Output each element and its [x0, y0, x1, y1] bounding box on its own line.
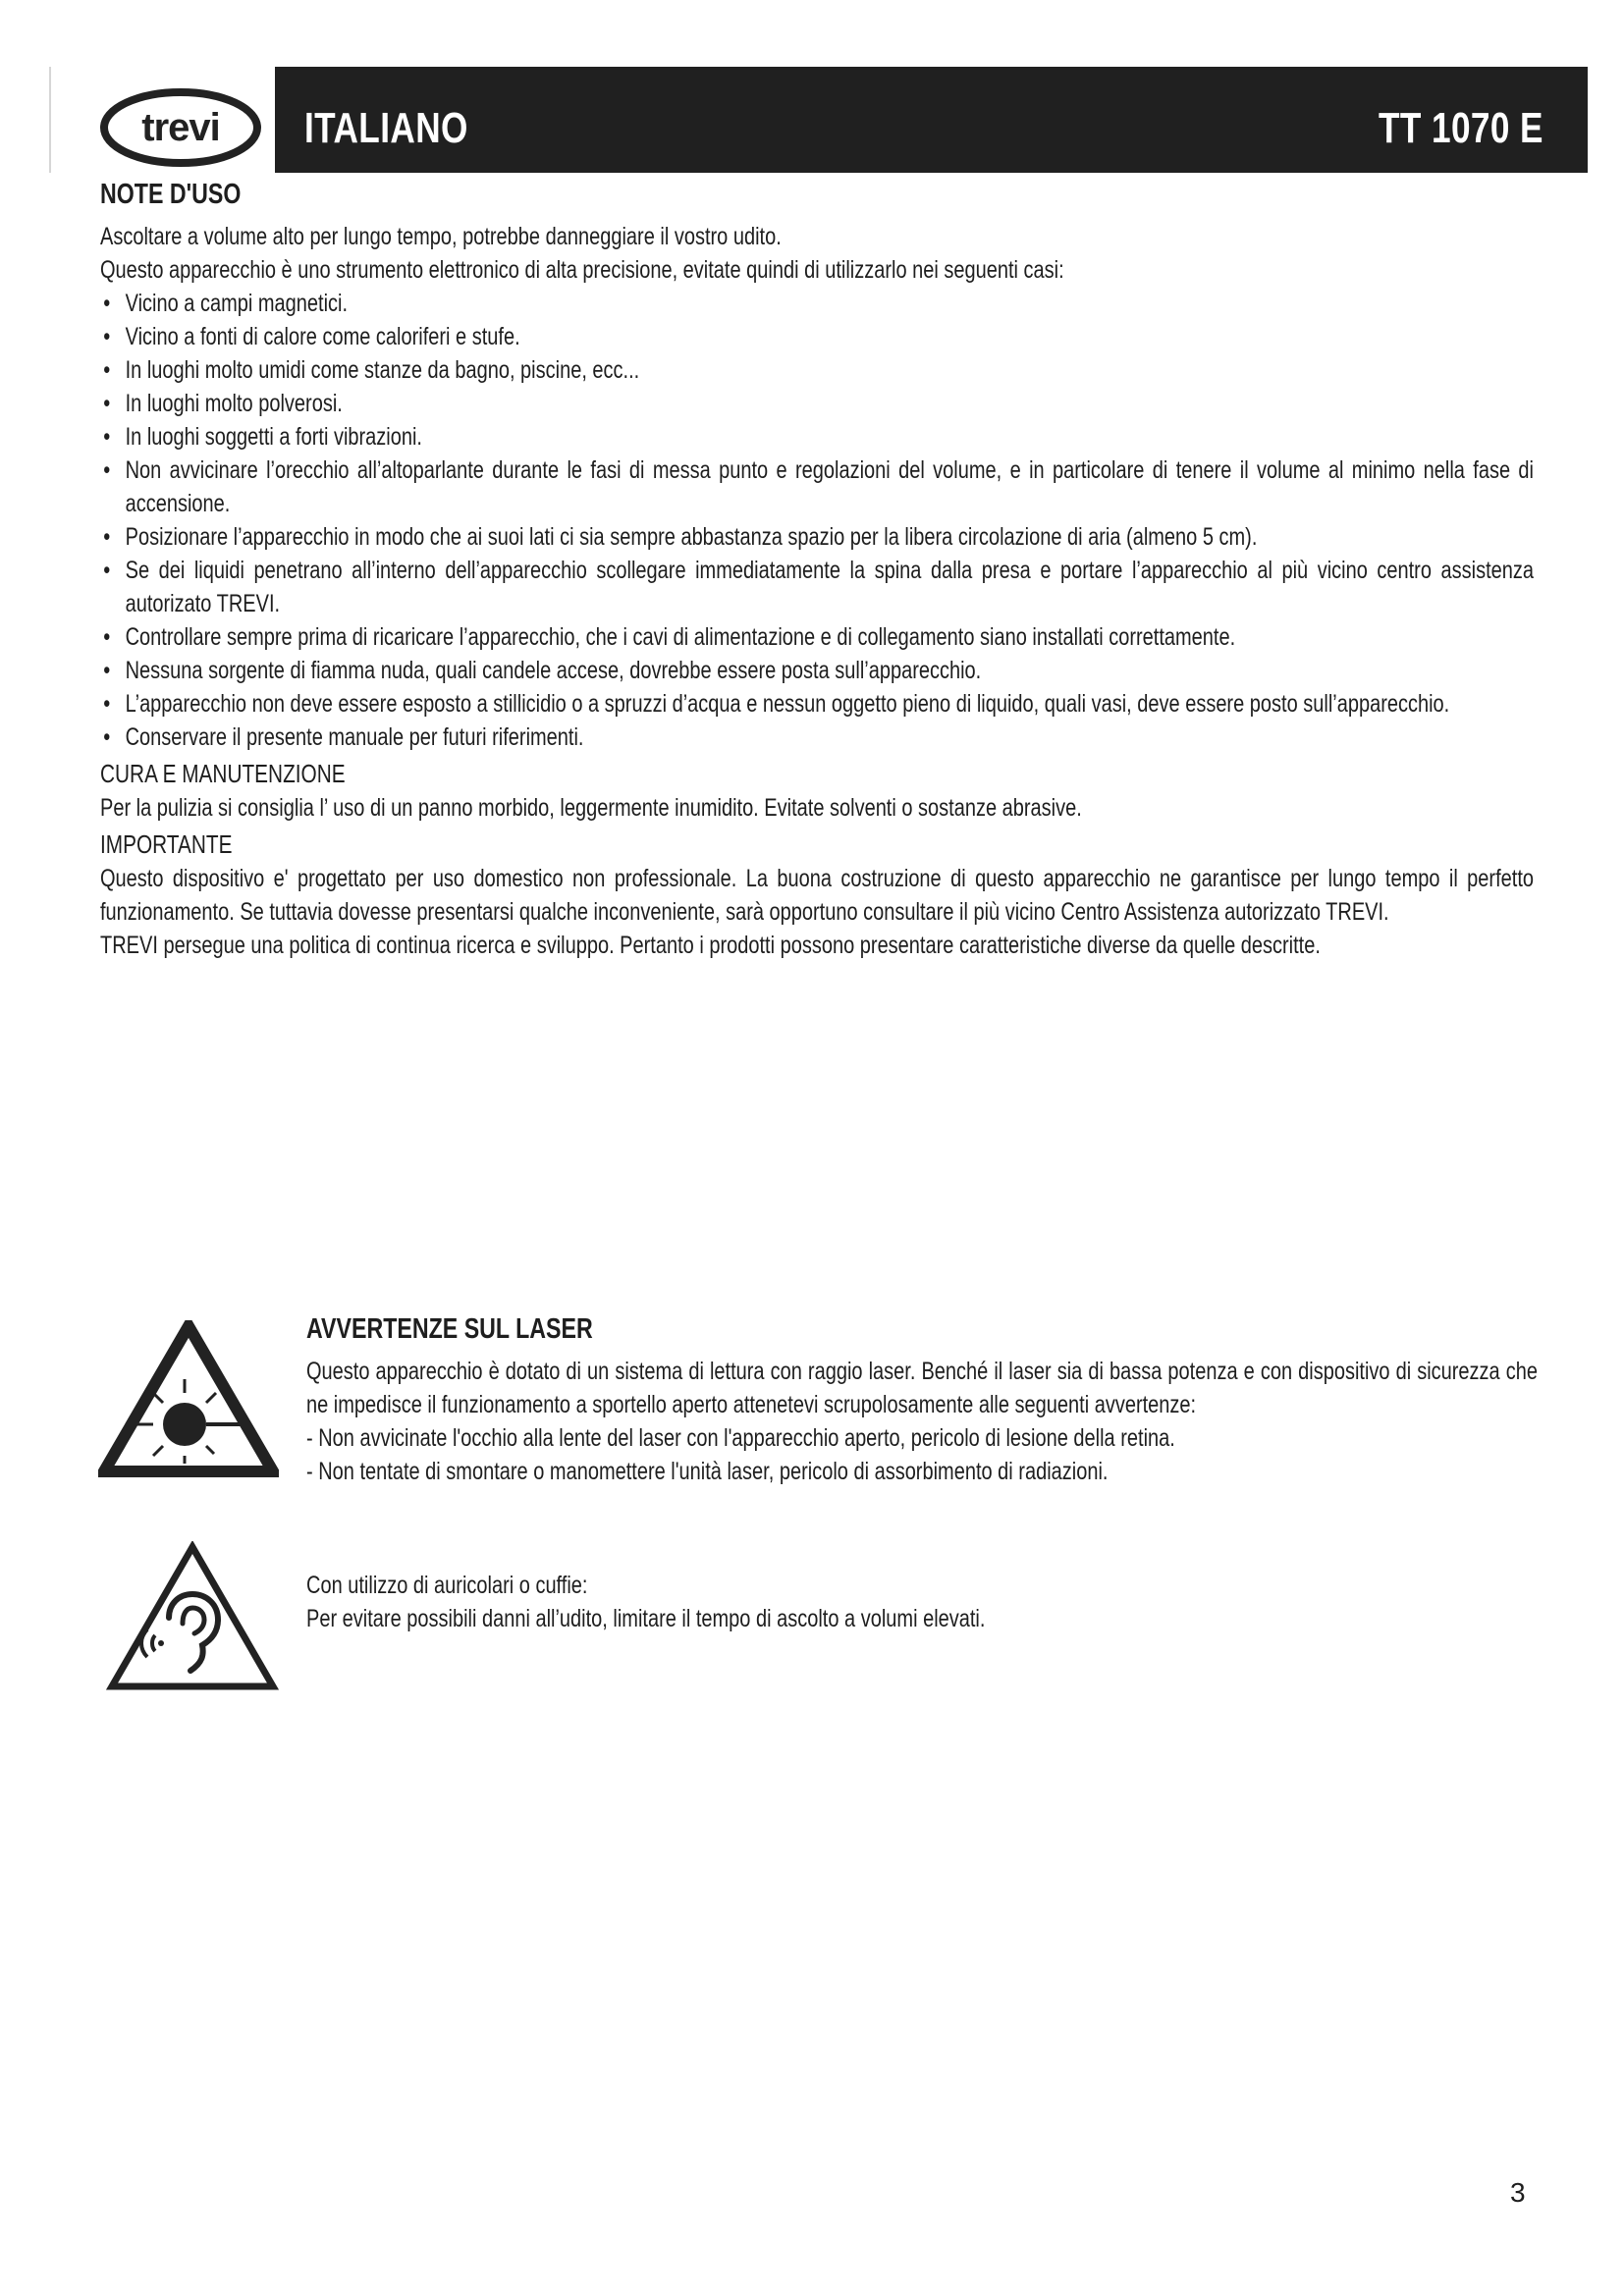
- cura-paragraph: Per la pulizia si consiglia l’ uso di un panno morbido, leggermente inumidito. Evitate solventi o sostanze abrasive.: [100, 794, 1082, 822]
- list-item: • Vicino a fonti di calore come caloriferi e stufe.: [100, 320, 1534, 353]
- header-language: ITALIANO: [304, 104, 468, 152]
- main-text-column: [100, 177, 1534, 962]
- list-item: • Non avvicinare l’orecchio all’altoparlante durante le fasi di messa punto e regolazioni del volume, e in particolare di tenere il volume al minimo nella fase di accensione.: [100, 454, 1534, 520]
- list-item: • Nessuna sorgente di fiamma nuda, quali candele accese, dovrebbe essere posta sull’apparecchio.: [100, 654, 1534, 687]
- list-item: • Controllare sempre prima di ricaricare l’apparecchio, che i cavi di alimentazione e di collegamento siano installati correttamente.: [100, 620, 1534, 654]
- section-title-cura: CURA E MANUTENZIONE: [100, 759, 346, 788]
- header-bar: [275, 67, 1588, 173]
- importante-paragraph-1: Questo dispositivo e' progettato per uso domestico non professionale. La buona costruzione di questo apparecchio ne garantisce per lungo tempo il perfetto funzionamento. Se tuttavia dovesse presentarsi qualche inconveniente, sarà opportuno consultare il più vicino Centro Assistenza autorizzato TREVI.: [100, 865, 1534, 926]
- page-edge-line: [49, 67, 51, 173]
- list-item: • Se dei liquidi penetrano all’interno dell’apparecchio scollegare immediatamente la spina dalla presa e portare l’apparecchio al più vicino centro assistenza autorizato TREVI.: [100, 554, 1534, 620]
- trevi-logo: [98, 86, 263, 169]
- page-number: 3: [1510, 2177, 1526, 2208]
- list-item: • L’apparecchio non deve essere esposto a stillicidio o a spruzzi d’acqua e nessun oggetto pieno di liquido, quali vasi, deve essere posto sull’apparecchio.: [100, 687, 1534, 721]
- headphone-text-column: [306, 1569, 1538, 1635]
- main-content: [100, 177, 1534, 962]
- headphone-line-2: Per evitare possibili danni all’udito, limitare il tempo di ascolto a volumi elevati.: [306, 1605, 986, 1632]
- laser-paragraph: Questo apparecchio è dotato di un sistema di lettura con raggio laser. Benché il laser sia di bassa potenza e con dispositivo di sicurezza che ne impedisce il funzionamento a sportello aperto attenetevi scrupolosamente alle seguenti avvertenze:: [306, 1358, 1538, 1418]
- headphone-line-1: Con utilizzo di auricolari o cuffie:: [306, 1572, 588, 1599]
- header-model: TT 1070 E: [1379, 104, 1543, 152]
- intro-paragraph-2: Questo apparecchio è uno strumento elettronico di alta precisione, evitate quindi di utilizzarlo nei seguenti casi:: [100, 256, 1064, 284]
- list-item: • In luoghi molto polverosi.: [100, 387, 1534, 420]
- list-item: • Conservare il presente manuale per futuri riferimenti.: [100, 721, 1534, 754]
- laser-warning-2: - Non tentate di smontare o manomettere l'unità laser, pericolo di assorbimento di radiazioni.: [306, 1458, 1109, 1485]
- section-title-laser: AVVERTENZE SUL LASER: [306, 1313, 593, 1345]
- section-title-importante: IMPORTANTE: [100, 829, 233, 859]
- headphone-warning-section: [306, 1569, 1538, 1635]
- hearing-warning-icon: [106, 1541, 279, 1693]
- list-item: • Vicino a campi magnetici.: [100, 287, 1534, 320]
- importante-paragraph-2: TREVI persegue una politica di continua ricerca e sviluppo. Pertanto i prodotti possono presentare caratteristiche diverse da quelle descritte.: [100, 932, 1321, 959]
- laser-text-column: [306, 1311, 1538, 1488]
- list-item: • In luoghi molto umidi come stanze da bagno, piscine, ecc...: [100, 353, 1534, 387]
- laser-warning-section: [306, 1311, 1538, 1488]
- section-title-note-uso: NOTE D'USO: [100, 179, 242, 210]
- list-item: • In luoghi soggetti a forti vibrazioni.: [100, 420, 1534, 454]
- laser-warning-1: - Non avvicinate l'occhio alla lente del laser con l'apparecchio aperto, pericolo di lesione della retina.: [306, 1424, 1175, 1452]
- laser-warning-icon: [98, 1320, 279, 1479]
- list-item: • Posizionare l’apparecchio in modo che ai suoi lati ci sia sempre abbastanza spazio per la libera circolazione di aria (almeno 5 cm).: [100, 520, 1534, 554]
- intro-paragraph-1: Ascoltare a volume alto per lungo tempo, potrebbe danneggiare il vostro udito.: [100, 223, 782, 250]
- trevi-logo-text: trevi: [141, 106, 220, 149]
- usage-bullet-list: [100, 287, 1534, 754]
